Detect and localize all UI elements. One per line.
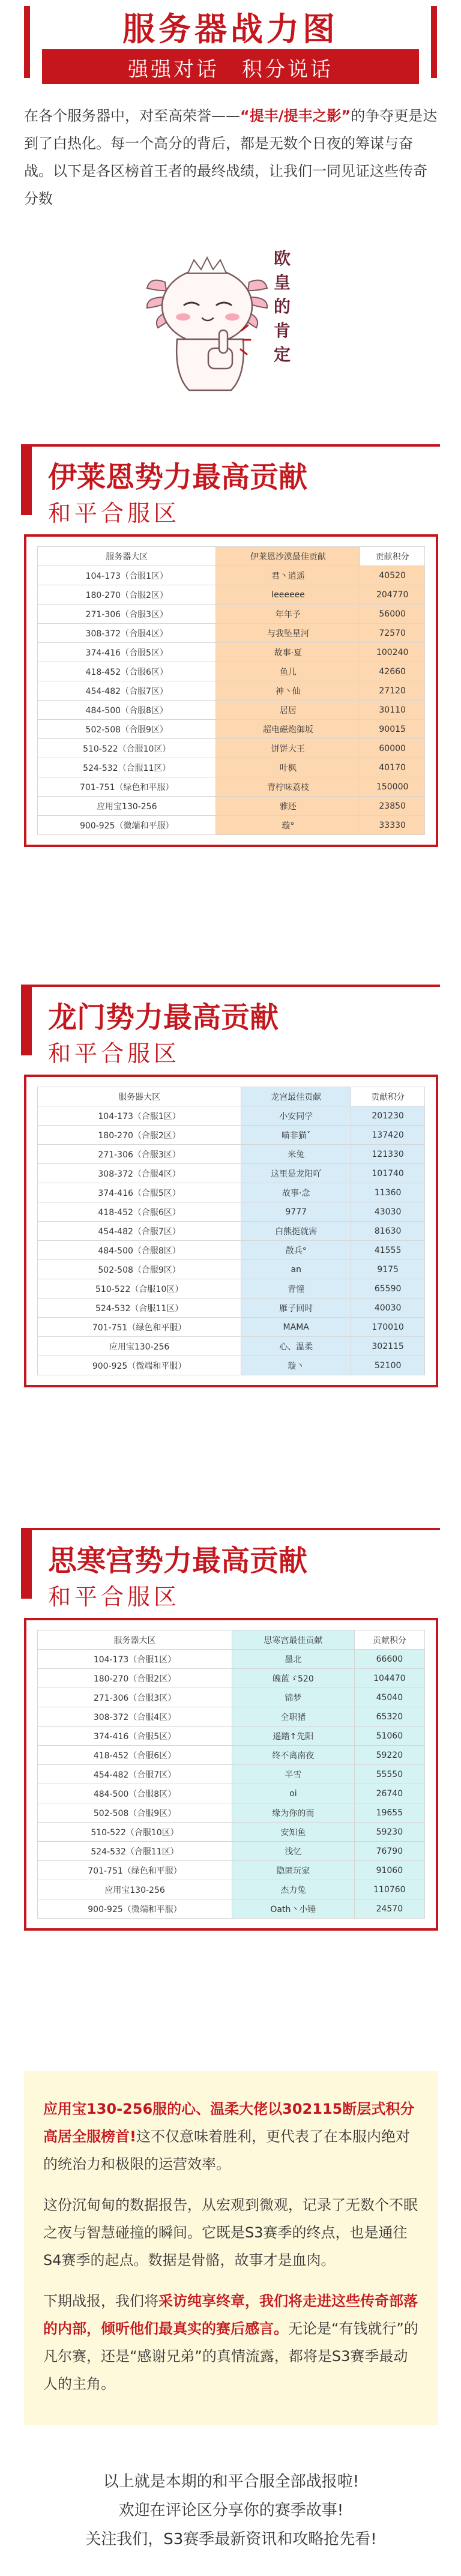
score-cell: 23850	[360, 797, 425, 816]
server-cell: 271-306（合服3区）	[38, 605, 216, 624]
conclusion-box	[24, 2071, 438, 2425]
sticker-char-4: 肯	[273, 321, 291, 340]
score-cell: 150000	[360, 777, 425, 797]
player-cell: 与我坠星河	[216, 624, 360, 643]
score-cell: 59230	[354, 1823, 424, 1842]
score-cell: 19655	[354, 1803, 424, 1823]
server-cell: 374-416（合服5区）	[38, 1727, 232, 1746]
table-row	[38, 1669, 425, 1688]
server-cell: 524-532（合服11区）	[38, 1842, 232, 1861]
axolotl-sticker-icon	[129, 240, 309, 399]
server-cell: 104-173（合服1区）	[38, 566, 216, 585]
conclusion-p1	[43, 2095, 419, 2178]
player-cell: 雁子回时	[241, 1299, 351, 1318]
section-subtitle: 和平合服区	[48, 500, 181, 526]
server-cell: 308-372（合服4区）	[38, 1707, 232, 1727]
player-cell: Ieeeeee	[216, 585, 360, 605]
table-row	[38, 777, 425, 797]
conclusion-text-3a: 下期战报，我们将	[43, 2293, 158, 2309]
player-cell: 雅还	[216, 797, 360, 816]
server-cell: 374-416（合服5区）	[38, 643, 216, 662]
table-header-row	[38, 1630, 425, 1650]
ranking-table-frame	[24, 1618, 438, 1931]
sticker-char-1: 欧	[273, 249, 291, 268]
page-header	[0, 0, 461, 90]
table-row	[38, 1222, 425, 1241]
section-title: 龙门势力最高贡献	[48, 1001, 279, 1034]
score-cell: 204770	[360, 585, 425, 605]
server-cell: 524-532（合服11区）	[38, 1299, 241, 1318]
conclusion-p3	[43, 2287, 419, 2398]
outro-line-3-text: 关注我们，S3赛季最新资讯和攻略抢先看!	[85, 2530, 377, 2548]
server-cell: 454-482（合服7区）	[38, 681, 216, 701]
score-cell: 56000	[360, 605, 425, 624]
table-row	[38, 1746, 425, 1765]
server-cell: 271-306（合服3区）	[38, 1688, 232, 1707]
player-cell: 青憧	[241, 1279, 351, 1299]
score-cell: 40170	[360, 758, 425, 777]
table-row	[38, 662, 425, 681]
table-row	[38, 1765, 425, 1784]
server-cell: 701-751（绿色和平服）	[38, 1318, 241, 1337]
player-cell: 故事·夏	[216, 643, 360, 662]
column-header: 龙宫最佳贡献	[241, 1087, 351, 1106]
score-cell: 72570	[360, 624, 425, 643]
player-cell: 墨北	[232, 1650, 355, 1669]
server-cell: 484-500（合服8区）	[38, 1784, 232, 1803]
server-cell: 900-925（微端和平服）	[38, 816, 216, 835]
table-row	[38, 1164, 425, 1183]
server-cell: 510-522（合服10区）	[38, 1279, 241, 1299]
table-row	[38, 816, 425, 835]
ranking-table	[37, 546, 425, 835]
score-cell: 137420	[351, 1126, 425, 1145]
player-cell: Oath丶小锤	[232, 1899, 355, 1919]
table-row	[38, 1688, 425, 1707]
column-header: 贡献积分	[351, 1087, 425, 1106]
table-row	[38, 605, 425, 624]
player-cell: 白熊挺就害	[241, 1222, 351, 1241]
server-cell: 454-482（合服7区）	[38, 1222, 241, 1241]
header-left-bar	[24, 6, 30, 78]
column-header: 贡献积分	[360, 547, 425, 566]
table-row	[38, 739, 425, 758]
table-row	[38, 1899, 425, 1919]
outro	[24, 2467, 438, 2554]
server-cell: 应用宝130-256	[38, 1337, 241, 1356]
score-cell: 24570	[354, 1899, 424, 1919]
server-cell: 308-372（合服4区）	[38, 624, 216, 643]
server-cell: 502-508（合服9区）	[38, 1803, 232, 1823]
score-cell: 11360	[351, 1183, 425, 1202]
player-cell: 浅忆	[232, 1842, 355, 1861]
score-cell: 45040	[354, 1688, 424, 1707]
server-cell: 524-532（合服11区）	[38, 758, 216, 777]
server-cell: 应用宝130-256	[38, 797, 216, 816]
player-cell: 叶枫	[216, 758, 360, 777]
score-cell: 121330	[351, 1145, 425, 1164]
score-cell: 55550	[354, 1765, 424, 1784]
score-cell: 65590	[351, 1279, 425, 1299]
score-cell: 100240	[360, 643, 425, 662]
player-cell: 超电磁炮御坂	[216, 720, 360, 739]
player-cell: 君丶逍遥	[216, 566, 360, 585]
ranking-table	[37, 1630, 425, 1919]
score-cell: 30110	[360, 701, 425, 720]
table-header-row	[38, 547, 425, 566]
score-cell: 59220	[354, 1746, 424, 1765]
score-cell: 27120	[360, 681, 425, 701]
player-cell: 这里是龙阳吖	[241, 1164, 351, 1183]
sticker-char-5: 定	[273, 345, 291, 364]
sticker-char-2: 皇	[273, 273, 291, 292]
section-subtitle: 和平合服区	[48, 1584, 181, 1610]
table-row	[38, 758, 425, 777]
ranking-table	[37, 1087, 425, 1375]
intro-highlight: “提丰/提丰之影”	[240, 107, 351, 124]
table-row	[38, 1880, 425, 1899]
server-cell: 104-173（合服1区）	[38, 1106, 241, 1126]
score-cell: 76790	[354, 1842, 424, 1861]
score-cell: 9175	[351, 1260, 425, 1279]
table-row	[38, 1842, 425, 1861]
player-cell: 半雪	[232, 1765, 355, 1784]
server-cell: 484-500（合服8区）	[38, 1241, 241, 1260]
score-cell: 201230	[351, 1106, 425, 1126]
server-cell: 308-372（合服4区）	[38, 1164, 241, 1183]
sticker-char-3: 的	[273, 297, 291, 316]
server-cell: 484-500（合服8区）	[38, 701, 216, 720]
score-cell: 60000	[360, 739, 425, 758]
server-cell: 900-925（微端和平服）	[38, 1899, 232, 1919]
conclusion-p2: 这份沉甸甸的数据报告，从宏观到微观，记录了无数个不眠之夜与智慧碰撞的瞬间。它既是S3赛季的终点，也是通往S4赛季的起点。数据是骨骼，故事才是血肉。	[43, 2197, 418, 2269]
section-top-line	[21, 1528, 440, 1530]
server-cell: 418-452（合服6区）	[38, 1202, 241, 1222]
player-cell: 青柠味荔枝	[216, 777, 360, 797]
score-cell: 43030	[351, 1202, 425, 1222]
table-row	[38, 585, 425, 605]
server-cell: 180-270（合服2区）	[38, 1126, 241, 1145]
server-cell: 374-416（合服5区）	[38, 1183, 241, 1202]
server-cell: 701-751（绿色和平服）	[38, 777, 216, 797]
player-cell: 神丶仙	[216, 681, 360, 701]
server-cell: 180-270（合服2区）	[38, 1669, 232, 1688]
score-cell: 110760	[354, 1880, 424, 1899]
intro-text-2: 的争夺更是达到了白热化。每一个高分的背后，都是无数个日夜的筹谋与奋战。以下是各区榜首王者的最终战绩，让我们一同见证这些传奇分数	[24, 107, 438, 207]
player-cell: 璇°	[216, 816, 360, 835]
player-cell: 小安同学	[241, 1106, 351, 1126]
table-row	[38, 701, 425, 720]
score-cell: 91060	[354, 1861, 424, 1880]
player-cell: oi	[232, 1784, 355, 1803]
table-row	[38, 1279, 425, 1299]
conclusion-highlight-3: 采访纯享终章，我们将走进这些传奇部落的内部，倾听他们最真实的赛后感言。	[43, 2293, 418, 2337]
player-cell: 喵非猫ˇ	[241, 1126, 351, 1145]
outro-line-3	[24, 2525, 438, 2554]
section-marker	[21, 985, 32, 1055]
column-header: 伊莱恩沙漠最佳贡献	[216, 547, 360, 566]
section-top-line	[21, 985, 440, 987]
table-row	[38, 643, 425, 662]
player-cell: an	[241, 1260, 351, 1279]
player-cell: 故事·念	[241, 1183, 351, 1202]
player-cell: 全职猪	[232, 1707, 355, 1727]
player-cell: MAMA	[241, 1318, 351, 1337]
table-row	[38, 1337, 425, 1356]
server-cell: 104-173（合服1区）	[38, 1650, 232, 1669]
table-row	[38, 1241, 425, 1260]
table-row	[38, 1202, 425, 1222]
player-cell: 安知鱼	[232, 1823, 355, 1842]
player-cell: 心、温柔	[241, 1337, 351, 1356]
table-row	[38, 1727, 425, 1746]
page-subtitle: 强强对话 积分说话	[128, 58, 333, 82]
table-row	[38, 1707, 425, 1727]
score-cell: 41555	[351, 1241, 425, 1260]
table-row	[38, 1183, 425, 1202]
server-cell: 502-508（合服9区）	[38, 1260, 241, 1279]
table-header-row	[38, 1087, 425, 1106]
score-cell: 26740	[354, 1784, 424, 1803]
server-cell: 900-925（微端和平服）	[38, 1356, 241, 1375]
score-cell: 52100	[351, 1356, 425, 1375]
player-cell: 米兔	[241, 1145, 351, 1164]
server-cell: 502-508（合服9区）	[38, 720, 216, 739]
table-row	[38, 1260, 425, 1279]
player-cell: 魄蓝ゞ520	[232, 1669, 355, 1688]
score-cell: 66600	[354, 1650, 424, 1669]
section-subtitle: 和平合服区	[48, 1040, 181, 1067]
score-cell: 104470	[354, 1669, 424, 1688]
section-title: 思寒宫势力最高贡献	[48, 1544, 308, 1578]
score-cell: 81630	[351, 1222, 425, 1241]
score-cell: 101740	[351, 1164, 425, 1183]
player-cell: 杰力兔	[232, 1880, 355, 1899]
score-cell: 40030	[351, 1299, 425, 1318]
table-row	[38, 1126, 425, 1145]
server-cell: 454-482（合服7区）	[38, 1765, 232, 1784]
outro-line-1: 以上就是本期的和平合服全部战报啦!	[103, 2473, 360, 2491]
conclusion-text-3b: 无论是“有钱就行”的凡尔赛，还是“感谢兄弟”的真情流露，都将是S3赛季最动人的主角。	[43, 2320, 418, 2392]
table-row	[38, 1299, 425, 1318]
player-cell: 饼饼大王	[216, 739, 360, 758]
score-cell: 51060	[354, 1727, 424, 1746]
player-cell: 鱼儿	[216, 662, 360, 681]
table-row	[38, 1823, 425, 1842]
outro-line-2: 欢迎在评论区分享你的赛季故事!	[118, 2502, 344, 2520]
table-row	[38, 720, 425, 739]
table-row	[38, 1356, 425, 1375]
player-cell: 年年予	[216, 605, 360, 624]
player-cell: 璇丶	[241, 1356, 351, 1375]
server-cell: 701-751（绿色和平服）	[38, 1861, 232, 1880]
table-row	[38, 1803, 425, 1823]
server-cell: 510-522（合服10区）	[38, 1823, 232, 1842]
column-header: 贡献积分	[354, 1630, 424, 1650]
intro-paragraph	[24, 102, 438, 213]
server-cell: 180-270（合服2区）	[38, 585, 216, 605]
section-title: 伊莱恩势力最高贡献	[48, 460, 308, 494]
sticker-svg	[129, 240, 309, 399]
column-header: 服务器大区	[38, 547, 216, 566]
conclusion-highlight-1: 应用宝130-256服的心、温柔大佬以302115断层式积分高居全服榜首!	[43, 2101, 415, 2145]
player-cell: 缘为你的而	[232, 1803, 355, 1823]
table-row	[38, 624, 425, 643]
table-row	[38, 566, 425, 585]
score-cell: 65320	[354, 1707, 424, 1727]
score-cell: 302115	[351, 1337, 425, 1356]
score-cell: 90015	[360, 720, 425, 739]
column-header: 思寒宫最佳贡献	[232, 1630, 355, 1650]
ranking-table-frame	[24, 534, 438, 847]
score-cell: 40520	[360, 566, 425, 585]
section-marker	[21, 1528, 32, 1599]
table-row	[38, 1145, 425, 1164]
player-cell: 遥踏↑先阳	[232, 1727, 355, 1746]
table-row	[38, 1650, 425, 1669]
player-cell: 锦梦	[232, 1688, 355, 1707]
score-cell: 33330	[360, 816, 425, 835]
player-cell: 隐匿玩家	[232, 1861, 355, 1880]
ranking-table-frame	[24, 1075, 438, 1387]
table-row	[38, 1318, 425, 1337]
section-top-line	[21, 444, 440, 447]
score-cell: 170010	[351, 1318, 425, 1337]
score-cell: 42660	[360, 662, 425, 681]
player-cell: 9777	[241, 1202, 351, 1222]
player-cell: 终不离南夜	[232, 1746, 355, 1765]
table-row	[38, 797, 425, 816]
conclusion-text-1: 这不仅意味着胜利，更代表了在本服内绝对的统治力和极限的运营效率。	[43, 2128, 410, 2173]
intro-text-1: 在各个服务器中，对至高荣誉——	[24, 107, 240, 124]
player-cell: 居居	[216, 701, 360, 720]
column-header: 服务器大区	[38, 1087, 241, 1106]
player-cell: 散兵°	[241, 1241, 351, 1260]
table-row	[38, 1106, 425, 1126]
table-row	[38, 681, 425, 701]
header-right-bar	[431, 6, 437, 78]
table-row	[38, 1861, 425, 1880]
server-cell: 应用宝130-256	[38, 1880, 232, 1899]
section-marker	[21, 444, 32, 515]
server-cell: 510-522（合服10区）	[38, 739, 216, 758]
server-cell: 271-306（合服3区）	[38, 1145, 241, 1164]
server-cell: 418-452（合服6区）	[38, 662, 216, 681]
page-title: 服务器战力图	[122, 10, 339, 48]
server-cell: 418-452（合服6区）	[38, 1746, 232, 1765]
table-row	[38, 1784, 425, 1803]
column-header: 服务器大区	[38, 1630, 232, 1650]
